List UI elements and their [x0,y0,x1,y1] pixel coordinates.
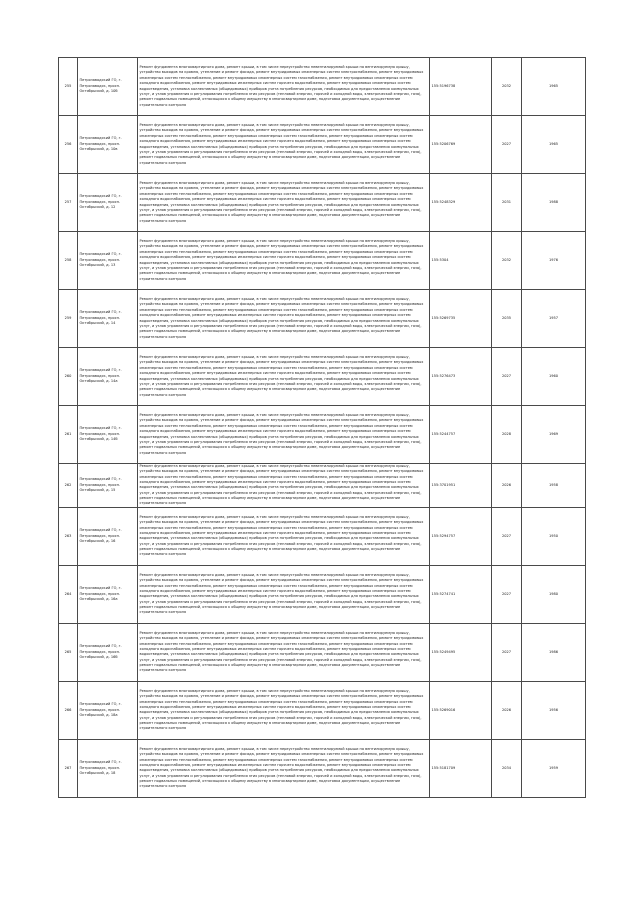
cadastral-code: 155:5269735 [430,290,492,348]
year-built: 1958 [522,464,586,508]
cadastral-code: 155:5249495 [430,623,492,681]
row-number: 259 [59,290,78,348]
repair-works-description [138,348,430,406]
row-number: 256 [59,116,78,174]
table-row [59,681,586,739]
table-row [59,58,586,116]
planned-repair-year: 2028 [492,406,522,464]
row-number: 255 [59,58,78,116]
cadastral-code: 155:5248329 [430,174,492,232]
year-built: 1965 [522,116,586,174]
year-built: 1957 [522,290,586,348]
repair-works-description [138,681,430,739]
table-row [59,507,586,565]
year-built: 1965 [522,58,586,116]
cadastral-code: 155:5269016 [430,681,492,739]
row-number: 258 [59,232,78,290]
house-address: Петрозаводский ГО, г. Петрозаводск, просп. Октябрьский, д. 18а [78,681,138,739]
table-row [59,174,586,232]
repair-works-description [138,232,430,290]
year-built: 1950 [522,507,586,565]
table-row [59,232,586,290]
table-row [59,623,586,681]
house-address: Петрозаводский ГО, г. Петрозаводск, просп. Октябрьский, д. 12 [78,174,138,232]
house-address: Петрозаводский ГО, г. Петрозаводск, просп. Октябрьский, д. 13 [78,232,138,290]
table-row [59,565,586,623]
repair-works-text: Ремонт фундамента многоквартирного дома, ремонт крыши, в том числе переустройство невентилируемой крыши на вентилируемую крышу, устройство выходов на кровлю, утепление и ремонт фасада, ремонт внутридомовых инженерных систем электроснабжения, ремонт внутридомовых инженерных систем теплоснабжения, ремонт внутридомовых инженерных систем газоснабжения, ремонт внутридомовых инженерных систем холодного водоснабжения, ремонт внутридомовых инженерных систем горячего водоснабжения, ремонт внутридомовых инженерных систем водоотведения, установка коллективных (общедомовых) приборов учета потребления ресурсов, необходимых для предоставления коммунальных услуг, и узлов управления и регулирования потребления этих ресурсов (тепловой энергии, горячей и холодной воды, электрической энергии, газа), ремонт подвальных помещений, относящихся к общему имуществу в многоквартирном доме, подготовка документации, осуществление строительного контроля [139,297,424,339]
table-row [59,348,586,406]
year-built: 1959 [522,739,586,797]
repair-works-text: Ремонт фундамента многоквартирного дома, ремонт крыши, в том числе переустройство невентилируемой крыши на вентилируемую крышу, устройство выходов на кровлю, утепление и ремонт фасада, ремонт внутридомовых инженерных систем электроснабжения, ремонт внутридомовых инженерных систем теплоснабжения, ремонт внутридомовых инженерных систем газоснабжения, ремонт внутридомовых инженерных систем холодного водоснабжения, ремонт внутридомовых инженерных систем горячего водоснабжения, ремонт внутридомовых инженерных систем водоотведения, установка коллективных (общедомовых) приборов учета потребления ресурсов, необходимых для предоставления коммунальных услуг, и узлов управления и регулирования потребления этих ресурсов (тепловой энергии, горячей и холодной воды, электрической энергии, газа), ремонт подвальных помещений, относящихся к общему имуществу в многоквартирном доме, подготовка документации, осуществление строительного контроля [139,688,424,731]
year-built: 1960 [522,348,586,406]
table-row [59,406,586,464]
year-built: 1988 [522,174,586,232]
cadastral-code: 155:5304 [430,232,492,290]
repair-works-description [138,116,430,174]
repair-works-description [138,174,430,232]
table-row [59,116,586,174]
row-number: 265 [59,623,78,681]
year-built: 1969 [522,406,586,464]
repair-works-text: Ремонт фундамента многоквартирного дома, ремонт крыши, в том числе переустройство невентилируемой крыши на вентилируемую крышу, устройство выходов на кровлю, утепление и ремонт фасада, ремонт внутридомовых инженерных систем электроснабжения, ремонт внутридомовых инженерных систем теплоснабжения, ремонт внутридомовых инженерных систем газоснабжения, ремонт внутридомовых инженерных систем холодного водоснабжения, ремонт внутридомовых инженерных систем горячего водоснабжения, ремонт внутридомовых инженерных систем водоотведения, установка коллективных (общедомовых) приборов учета потребления ресурсов, необходимых для предоставления коммунальных услуг, и узлов управления и регулирования потребления этих ресурсов (тепловой энергии, горячей и холодной воды, электрической энергии, газа), ремонт подвальных помещений, относящихся к общему имуществу в многоквартирном доме, подготовка документации, осуществление строительного контроля [139,355,424,397]
row-number: 261 [59,406,78,464]
document-page [58,57,586,798]
repair-works-text: Ремонт фундамента многоквартирного дома, ремонт крыши, в том числе переустройство невентилируемой крыши на вентилируемую крышу, устройство выходов на кровлю, утепление и ремонт фасада, ремонт внутридомовых инженерных систем электроснабжения, ремонт внутридомовых инженерных систем теплоснабжения, ремонт внутридомовых инженерных систем газоснабжения, ремонт внутридомовых инженерных систем холодного водоснабжения, ремонт внутридомовых инженерных систем горячего водоснабжения, ремонт внутридомовых инженерных систем водоотведения, установка коллективных (общедомовых) приборов учета потребления ресурсов, необходимых для предоставления коммунальных услуг, и узлов управления и регулирования потребления этих ресурсов (тепловой энергии, горячей и холодной воды, электрической энергии, газа), ремонт подвальных помещений, относящихся к общему имуществу в многоквартирном доме, подготовка документации, осуществление строительного контроля [139,123,424,165]
planned-repair-year: 2031 [492,174,522,232]
cadastral-code: 155:5294757 [430,507,492,565]
cadastral-code: 155:5206769 [430,116,492,174]
house-address: Петрозаводский ГО, г. Петрозаводск, просп. Октябрьский, д. 14 [78,290,138,348]
repair-works-text: Ремонт фундамента многоквартирного дома, ремонт крыши, в том числе переустройство невентилируемой крыши на вентилируемую крышу, устройство выходов на кровлю, утепление и ремонт фасада, ремонт внутридомовых инженерных систем электроснабжения, ремонт внутридомовых инженерных систем теплоснабжения, ремонт внутридомовых инженерных систем газоснабжения, ремонт внутридомовых инженерных систем холодного водоснабжения, ремонт внутридомовых инженерных систем горячего водоснабжения, ремонт внутридомовых инженерных систем водоотведения, установка коллективных (общедомовых) приборов учета потребления ресурсов, необходимых для предоставления коммунальных услуг, и узлов управления и регулирования потребления этих ресурсов (тепловой энергии, горячей и холодной воды, электрической энергии, газа), ремонт подвальных помещений, относящихся к общему имуществу в многоквартирном доме, подготовка документации, осуществление строительного контроля [139,181,424,223]
house-address: Петрозаводский ГО, г. Петрозаводск, просп. Октябрьский, д. 14а [78,348,138,406]
planned-repair-year: 2027 [492,348,522,406]
table-row [59,739,586,797]
table-row [59,464,586,508]
year-built: 1976 [522,232,586,290]
capital-repair-table [58,57,586,798]
repair-works-text: Ремонт фундамента многоквартирного дома, ремонт крыши, в том числе переустройство невентилируемой крыши на вентилируемую крышу, устройство выходов на кровлю, утепление и ремонт фасада, ремонт внутридомовых инженерных систем электроснабжения, ремонт внутридомовых инженерных систем теплоснабжения, ремонт внутридомовых инженерных систем газоснабжения, ремонт внутридомовых инженерных систем холодного водоснабжения, ремонт внутридомовых инженерных систем горячего водоснабжения, ремонт внутридомовых инженерных систем водоотведения, установка коллективных (общедомовых) приборов учета потребления ресурсов, необходимых для предоставления коммунальных услуг, и узлов управления и регулирования потребления этих ресурсов (тепловой энергии, горячей и холодной воды, электрической энергии, газа), ремонт подвальных помещений, относящихся к общему имуществу в многоквартирном доме, подготовка документации, осуществление строительного контроля [139,464,424,506]
table-row [59,290,586,348]
repair-works-text: Ремонт фундамента многоквартирного дома, ремонт крыши, в том числе переустройство невентилируемой крыши на вентилируемую крышу, устройство выходов на кровлю, утепление и ремонт фасада, ремонт внутридомовых инженерных систем электроснабжения, ремонт внутридомовых инженерных систем теплоснабжения, ремонт внутридомовых инженерных систем газоснабжения, ремонт внутридомовых инженерных систем холодного водоснабжения, ремонт внутридомовых инженерных систем горячего водоснабжения, ремонт внутридомовых инженерных систем водоотведения, установка коллективных (общедомовых) приборов учета потребления ресурсов, необходимых для предоставления коммунальных услуг, и узлов управления и регулирования потребления этих ресурсов (тепловой энергии, горячей и холодной воды, электрической энергии, газа), ремонт подвальных помещений, относящихся к общему имуществу в многоквартирном доме, подготовка документации, осуществление строительного контроля [139,413,424,455]
planned-repair-year: 2026 [492,464,522,508]
house-address: Петрозаводский ГО, г. Петрозаводск, просп. Октябрьский, д. 10в [78,116,138,174]
row-number: 263 [59,507,78,565]
cadastral-code: 155:3701951 [430,464,492,508]
repair-works-description [138,507,430,565]
house-address: Петрозаводский ГО, г. Петрозаводск, просп. Октябрьский, д. 14б [78,406,138,464]
house-address: Петрозаводский ГО, г. Петрозаводск, просп. Октябрьский, д. 16а [78,565,138,623]
repair-works-text: Ремонт фундамента многоквартирного дома, ремонт крыши, в том числе переустройство невентилируемой крыши на вентилируемую крышу, устройство выходов на кровлю, утепление и ремонт фасада, ремонт внутридомовых инженерных систем электроснабжения, ремонт внутридомовых инженерных систем теплоснабжения, ремонт внутридомовых инженерных систем газоснабжения, ремонт внутридомовых инженерных систем холодного водоснабжения, ремонт внутридомовых инженерных систем горячего водоснабжения, ремонт внутридомовых инженерных систем водоотведения, установка коллективных (общедомовых) приборов учета потребления ресурсов, необходимых для предоставления коммунальных услуг, и узлов управления и регулирования потребления этих ресурсов (тепловой энергии, горячей и холодной воды, электрической энергии, газа), ремонт подвальных помещений, относящихся к общему имуществу в многоквартирном доме, подготовка документации, осуществление строительного контроля [139,746,424,789]
repair-works-description [138,565,430,623]
row-number: 264 [59,565,78,623]
house-address: Петрозаводский ГО, г. Петрозаводск, просп. Октябрьский, д. 15 [78,464,138,508]
year-built: 1986 [522,623,586,681]
repair-works-text: Ремонт фундамента многоквартирного дома, ремонт крыши, в том числе переустройство невентилируемой крыши на вентилируемую крышу, устройство выходов на кровлю, утепление и ремонт фасада, ремонт внутридомовых инженерных систем электроснабжения, ремонт внутридомовых инженерных систем теплоснабжения, ремонт внутридомовых инженерных систем газоснабжения, ремонт внутридомовых инженерных систем холодного водоснабжения, ремонт внутридомовых инженерных систем горячего водоснабжения, ремонт внутридомовых инженерных систем водоотведения, установка коллективных (общедомовых) приборов учета потребления ресурсов, необходимых для предоставления коммунальных услуг, и узлов управления и регулирования потребления этих ресурсов (тепловой энергии, горячей и холодной воды, электрической энергии, газа), ремонт подвальных помещений, относящихся к общему имуществу в многоквартирном доме, подготовка документации, осуществление строительного контроля [139,239,424,281]
cadastral-code: 155:5244757 [430,406,492,464]
planned-repair-year: 2032 [492,58,522,116]
row-number: 260 [59,348,78,406]
planned-repair-year: 2035 [492,290,522,348]
row-number: 257 [59,174,78,232]
house-address: Петрозаводский ГО, г. Петрозаводск, просп. Октябрьский, д. 16б [78,623,138,681]
repair-works-description [138,406,430,464]
planned-repair-year: 2026 [492,681,522,739]
repair-works-description [138,739,430,797]
row-number: 267 [59,739,78,797]
repair-works-text: Ремонт фундамента многоквартирного дома, ремонт крыши, в том числе переустройство невентилируемой крыши на вентилируемую крышу, устройство выходов на кровлю, утепление и ремонт фасада, ремонт внутридомовых инженерных систем электроснабжения, ремонт внутридомовых инженерных систем теплоснабжения, ремонт внутридомовых инженерных систем газоснабжения, ремонт внутридомовых инженерных систем холодного водоснабжения, ремонт внутридомовых инженерных систем горячего водоснабжения, ремонт внутридомовых инженерных систем водоотведения, установка коллективных (общедомовых) приборов учета потребления ресурсов, необходимых для предоставления коммунальных услуг, и узлов управления и регулирования потребления этих ресурсов (тепловой энергии, горячей и холодной воды, электрической энергии, газа), ремонт подвальных помещений, относящихся к общему имуществу в многоквартирном доме, подготовка документации, осуществление строительного контроля [139,630,424,673]
cadastral-code: 155:5276473 [430,348,492,406]
repair-works-text: Ремонт фундамента многоквартирного дома, ремонт крыши, в том числе переустройство невентилируемой крыши на вентилируемую крышу, устройство выходов на кровлю, утепление и ремонт фасада, ремонт внутридомовых инженерных систем электроснабжения, ремонт внутридомовых инженерных систем теплоснабжения, ремонт внутридомовых инженерных систем газоснабжения, ремонт внутридомовых инженерных систем холодного водоснабжения, ремонт внутридомовых инженерных систем горячего водоснабжения, ремонт внутридомовых инженерных систем водоотведения, установка коллективных (общедомовых) приборов учета потребления ресурсов, необходимых для предоставления коммунальных услуг, и узлов управления и регулирования потребления этих ресурсов (тепловой энергии, горячей и холодной воды, электрической энергии, газа), ремонт подвальных помещений, относящихся к общему имуществу в многоквартирном доме, подготовка документации, осуществление строительного контроля [139,65,424,107]
house-address: Петрозаводский ГО, г. Петрозаводск, просп. Октябрьский, д. 16 [78,507,138,565]
repair-works-description [138,58,430,116]
house-address: Петрозаводский ГО, г. Петрозаводск, просп. Октябрьский, д. 18 [78,739,138,797]
planned-repair-year: 2027 [492,623,522,681]
year-built: 1956 [522,681,586,739]
repair-works-description [138,290,430,348]
planned-repair-year: 2027 [492,507,522,565]
row-number: 262 [59,464,78,508]
year-built: 1980 [522,565,586,623]
cadastral-code: 155:5181709 [430,739,492,797]
planned-repair-year: 2034 [492,739,522,797]
planned-repair-year: 2027 [492,565,522,623]
planned-repair-year: 2027 [492,116,522,174]
cadastral-code: 155:5274741 [430,565,492,623]
house-address: Петрозаводский ГО, г. Петрозаводск, просп. Октябрьский, д. 10б [78,58,138,116]
table-body [59,58,586,798]
cadastral-code: 155:5196738 [430,58,492,116]
repair-works-text: Ремонт фундамента многоквартирного дома, ремонт крыши, в том числе переустройство невентилируемой крыши на вентилируемую крышу, устройство выходов на кровлю, утепление и ремонт фасада, ремонт внутридомовых инженерных систем электроснабжения, ремонт внутридомовых инженерных систем теплоснабжения, ремонт внутридомовых инженерных систем газоснабжения, ремонт внутридомовых инженерных систем холодного водоснабжения, ремонт внутридомовых инженерных систем горячего водоснабжения, ремонт внутридомовых инженерных систем водоотведения, установка коллективных (общедомовых) приборов учета потребления ресурсов, необходимых для предоставления коммунальных услуг, и узлов управления и регулирования потребления этих ресурсов (тепловой энергии, горячей и холодной воды, электрической энергии, газа), ремонт подвальных помещений, относящихся к общему имуществу в многоквартирном доме, подготовка документации, осуществление строительного контроля [139,514,424,557]
repair-works-description [138,623,430,681]
planned-repair-year: 2032 [492,232,522,290]
repair-works-description [138,464,430,508]
row-number: 266 [59,681,78,739]
repair-works-text: Ремонт фундамента многоквартирного дома, ремонт крыши, в том числе переустройство невентилируемой крыши на вентилируемую крышу, устройство выходов на кровлю, утепление и ремонт фасада, ремонт внутридомовых инженерных систем электроснабжения, ремонт внутридомовых инженерных систем теплоснабжения, ремонт внутридомовых инженерных систем газоснабжения, ремонт внутридомовых инженерных систем холодного водоснабжения, ремонт внутридомовых инженерных систем горячего водоснабжения, ремонт внутридомовых инженерных систем водоотведения, установка коллективных (общедомовых) приборов учета потребления ресурсов, необходимых для предоставления коммунальных услуг, и узлов управления и регулирования потребления этих ресурсов (тепловой энергии, горячей и холодной воды, электрической энергии, газа), ремонт подвальных помещений, относящихся к общему имуществу в многоквартирном доме, подготовка документации, осуществление строительного контроля [139,572,424,615]
